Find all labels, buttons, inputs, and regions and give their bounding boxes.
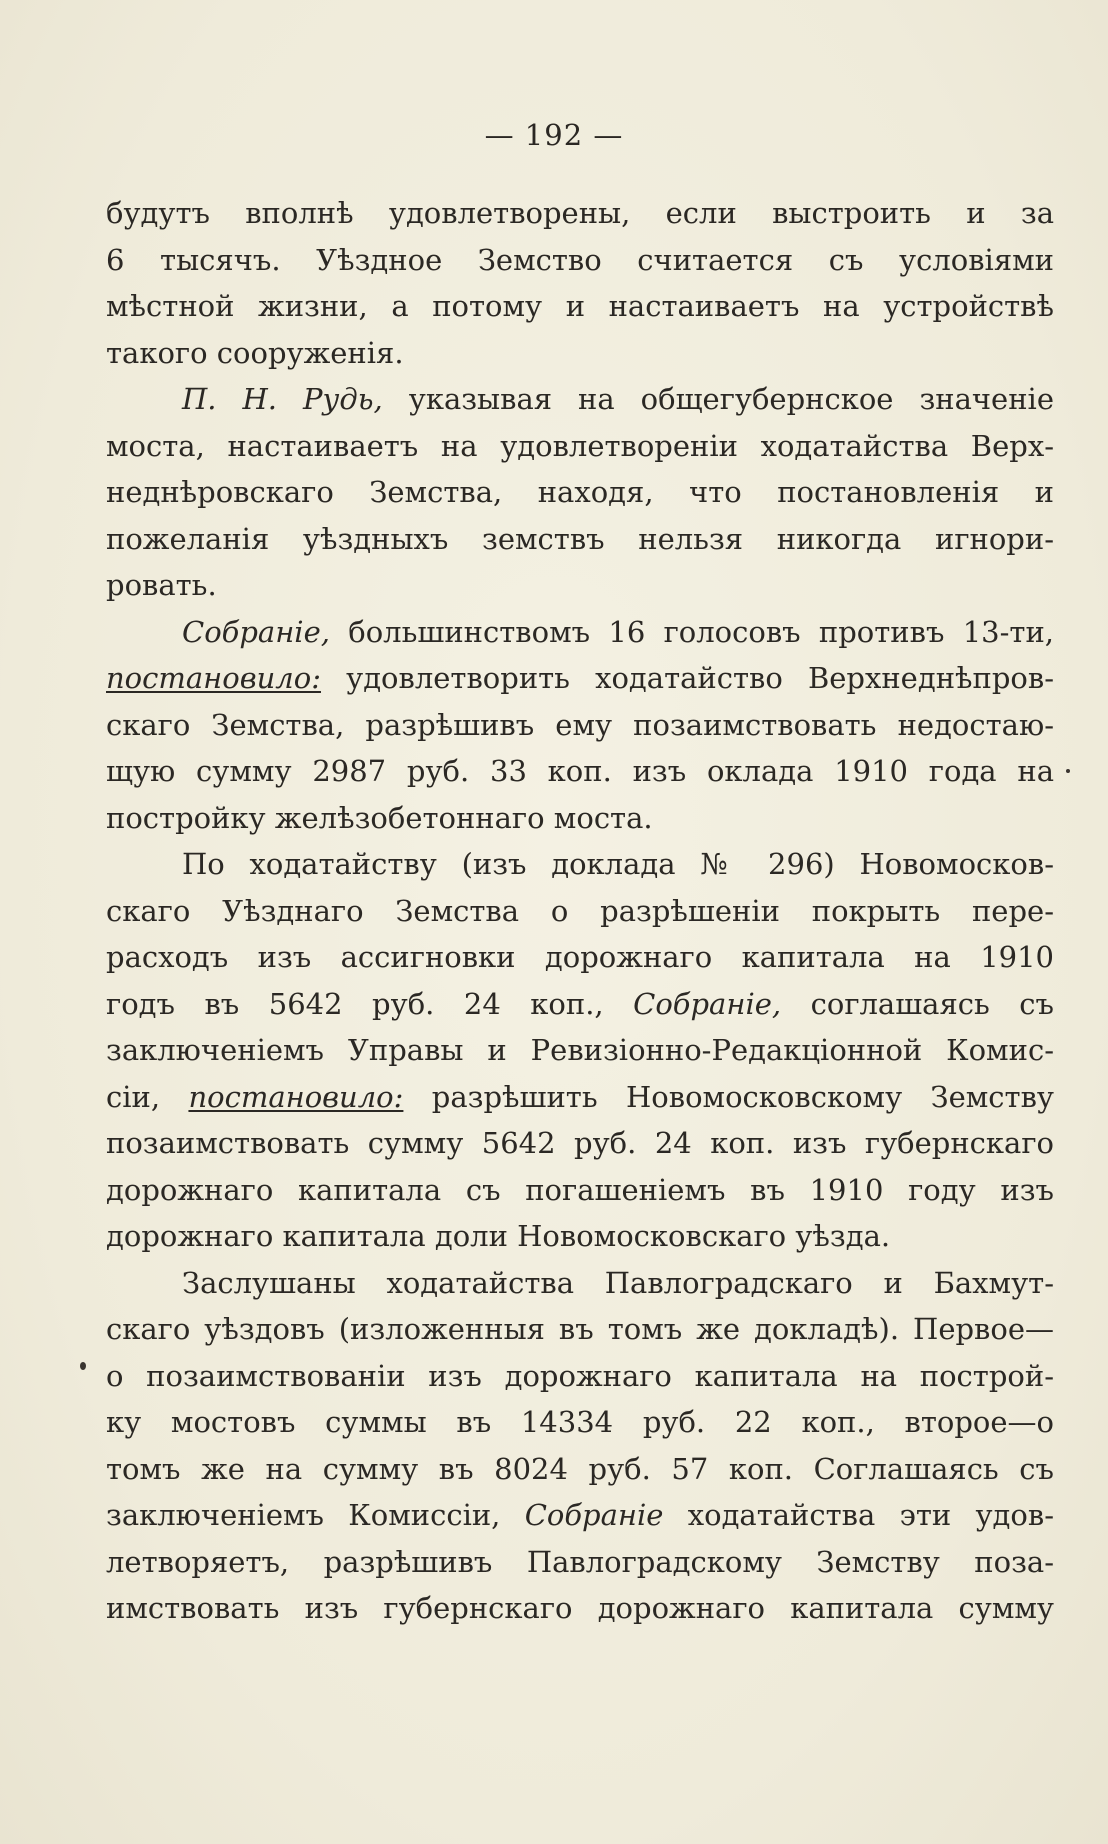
text-line: П. Н. Рудь, указывая на общегубернское значеніе <box>182 382 1054 416</box>
text-line: Собраніе, большинствомъ 16 голосовъ противъ 13-ти, <box>182 614 1054 649</box>
ink-speck <box>1066 769 1070 773</box>
text-line: пожеланія уѣздныхъ земствъ нельзя никогда игнори- <box>106 521 1054 556</box>
text-line: томъ же на сумму въ 8024 руб. 57 коп. Соглашаясь съ <box>106 1451 1054 1486</box>
page-number: — 192 — <box>484 118 624 152</box>
text-line: скаго Уѣзднаго Земства о разрѣшеніи покрыть пере- <box>106 893 1054 928</box>
resolution-term: постановило: <box>106 661 321 695</box>
text-line: 6 тысячъ. Уѣздное Земство считается съ условіями <box>106 242 1054 277</box>
assembly-term: Собраніе, <box>182 614 330 649</box>
text-line: летворяетъ, разрѣшивъ Павлоградскому Земству поза- <box>106 1544 1054 1579</box>
text-line: скаго уѣздовъ (изложенныя въ томъ же докладѣ). Первое— <box>106 1312 1054 1346</box>
text-line: ку мостовъ суммы въ 14334 руб. 22 коп., второе—о <box>106 1405 1054 1439</box>
text-line: заключеніемъ Комиссіи, Собраніе ходатайства эти удов- <box>106 1498 1054 1532</box>
text-line: постановило: удовлетворить ходатайство Верхнеднѣпров- <box>106 661 1054 695</box>
body-text <box>106 190 1054 1632</box>
assembly-term: Собраніе <box>524 1498 664 1532</box>
text-line: дорожнаго капитала доли Новомосковскаго уѣзда. <box>106 1219 891 1253</box>
text-line: расходъ изъ ассигновки дорожнаго капитала на 1910 <box>106 940 1054 974</box>
text-line: будутъ вполнѣ удовлетворены, если выстроить и за <box>106 196 1054 230</box>
text-line: позаимствовать сумму 5642 руб. 24 коп. изъ губернскаго <box>106 1126 1054 1160</box>
assembly-term: Собраніе, <box>633 986 782 1021</box>
text-line: дорожнаго капитала съ погашеніемъ въ 1910 году изъ <box>106 1172 1054 1207</box>
text-line: неднѣровскаго Земства, находя, что постановленія и <box>106 475 1054 509</box>
text-line: сіи, постановило: разрѣшить Новомосковскому Земству <box>106 1079 1054 1114</box>
text-line: ровать. <box>106 568 217 602</box>
text-line: о позаимствованіи изъ дорожнаго капитала на построй- <box>106 1358 1054 1393</box>
text-line: заключеніемъ Управы и Ревизіонно-Редакціонной Комис- <box>106 1033 1054 1067</box>
text-line: постройку желѣзобетоннаго моста. <box>106 800 653 835</box>
text-line: годъ въ 5642 руб. 24 коп., Собраніе, соглашаясь съ <box>106 986 1054 1021</box>
text-line: мѣстной жизни, а потому и настаиваетъ на устройствѣ <box>106 289 1054 323</box>
ink-speck <box>80 1362 86 1370</box>
resolution-term: постановило: <box>188 1079 404 1114</box>
text-line: Заслушаны ходатайства Павлоградскаго и Бахмут- <box>182 1265 1054 1300</box>
text-line: щую сумму 2987 руб. 33 коп. изъ оклада 1910 года на <box>106 754 1054 788</box>
text-line: По ходатайству (изъ доклада № 296) Новомосков- <box>182 847 1054 881</box>
text-line: моста, настаиваетъ на удовлетвореніи ходатайства Верх- <box>106 428 1054 463</box>
text-line: имствовать изъ губернскаго дорожнаго капитала сумму <box>106 1591 1054 1625</box>
text-line: такого сооруженія. <box>106 335 404 370</box>
speaker-name: П. Н. Рудь, <box>182 382 383 416</box>
text-line: скаго Земства, разрѣшивъ ему позаимствовать недостаю- <box>106 707 1054 742</box>
